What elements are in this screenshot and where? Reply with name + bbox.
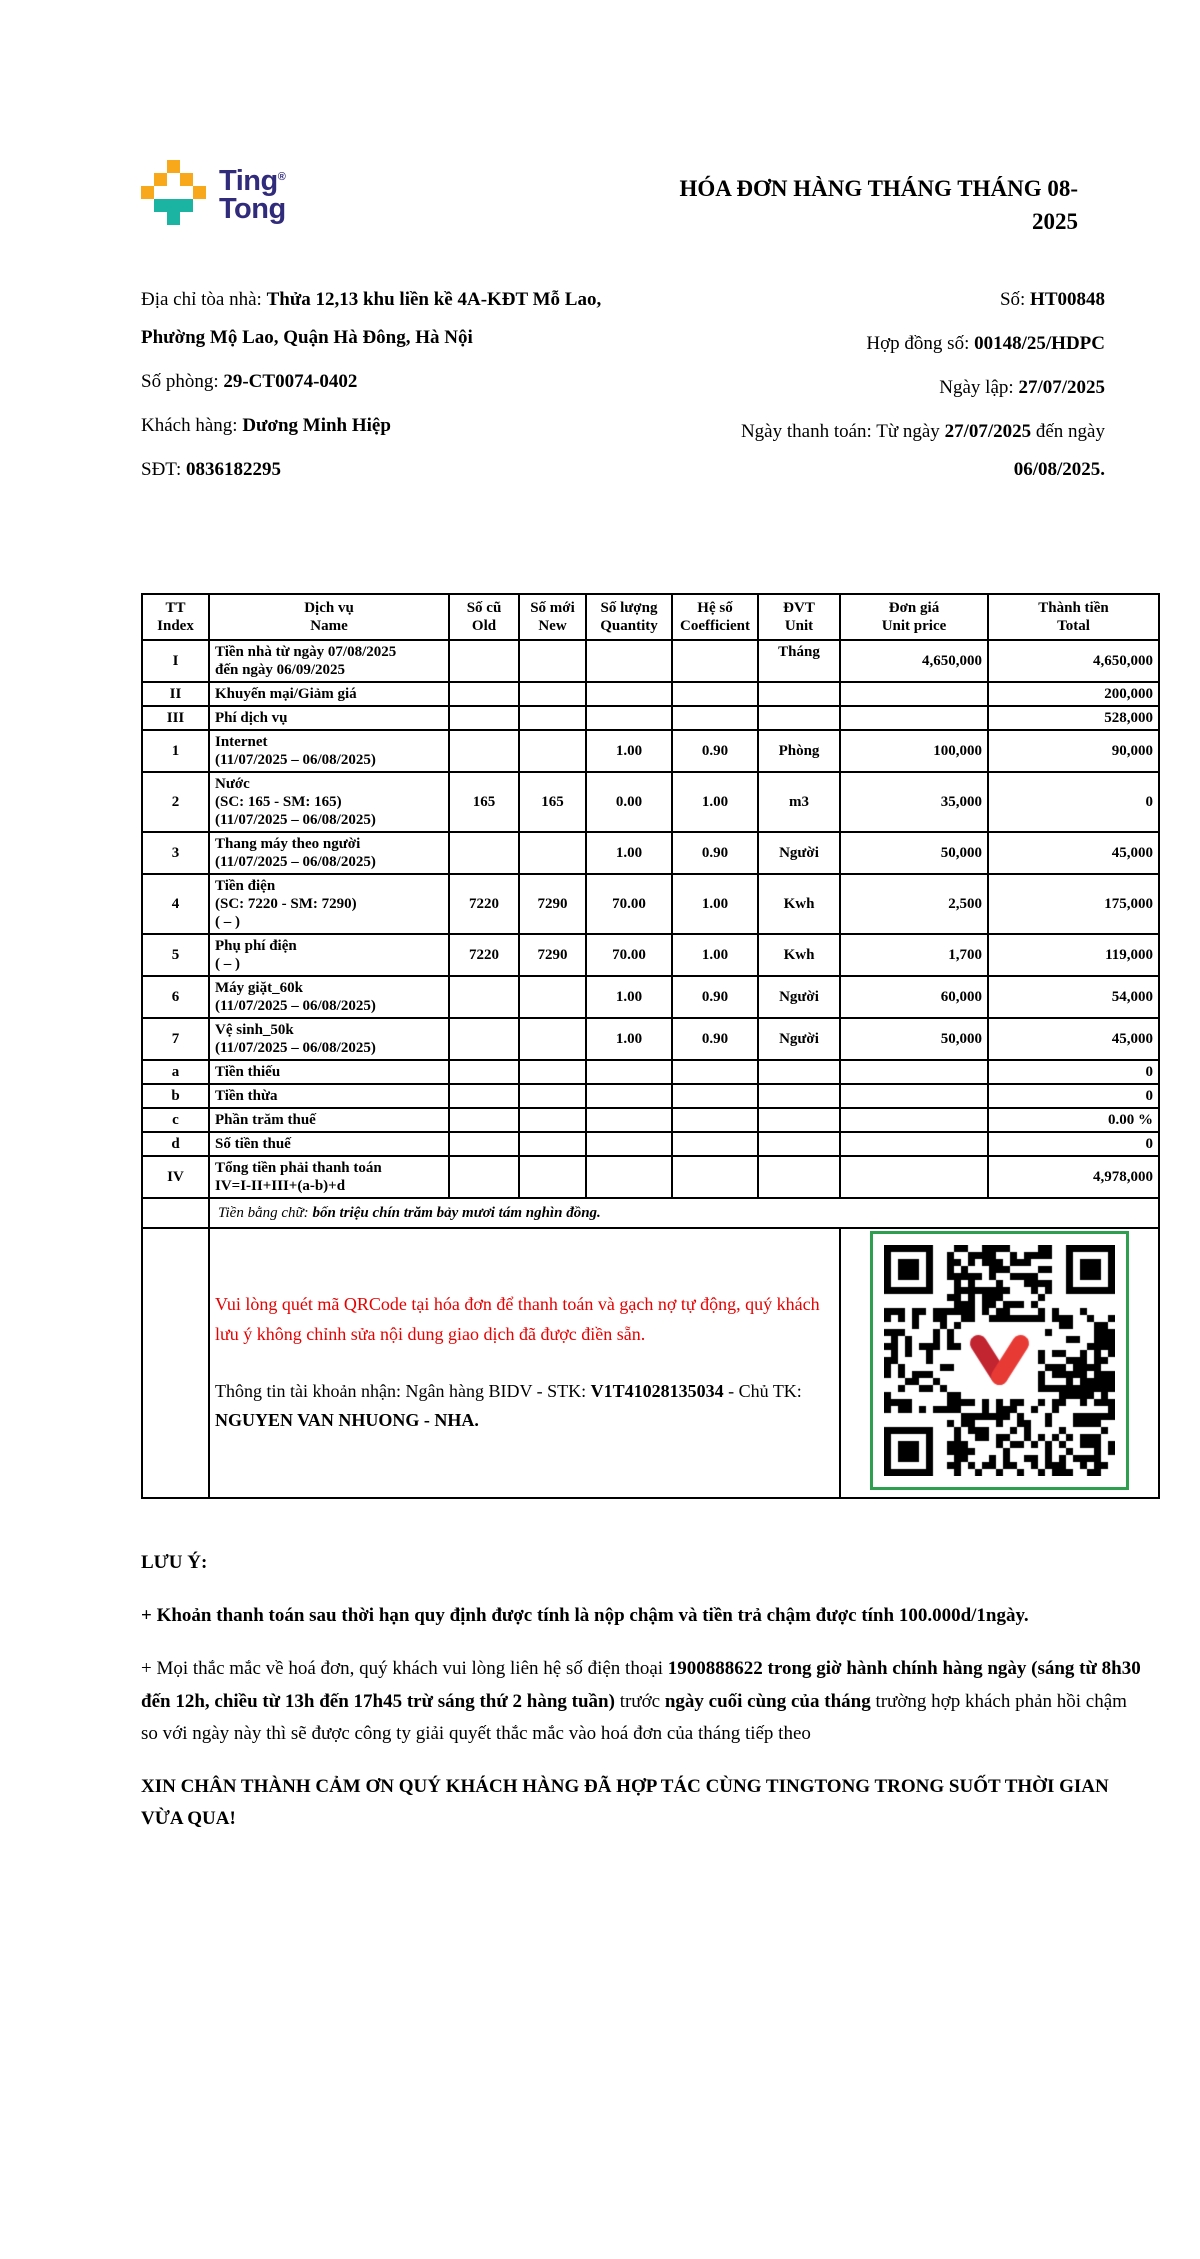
coefficient-cell: [672, 1108, 758, 1132]
unit-cell: Tháng: [758, 640, 840, 682]
bank-account-info: Thông tin tài khoản nhận: Ngân hàng BIDV - STK: V1T41028135034 - Chủ TK: NGUYEN VAN NHUONG - NHA.: [215, 1380, 802, 1430]
row-index-cell: a: [142, 1060, 209, 1084]
table-row-1: [142, 730, 1159, 772]
quantity-cell: 1.00: [586, 832, 672, 874]
new-reading-cell: [519, 976, 586, 1018]
column-header-name: Dịch vụ Name: [209, 594, 449, 640]
service-name-cell: Phụ phí điện ( – ): [209, 934, 449, 976]
coefficient-cell: [672, 706, 758, 730]
table-row-c: [142, 1108, 1159, 1132]
service-name-cell: Nước (SC: 165 - SM: 165) (11/07/2025 – 06/08/2025): [209, 772, 449, 832]
amount-in-words-value: bốn triệu chín trăm bảy mươi tám nghìn đồng.: [312, 1204, 601, 1221]
new-reading-cell: [519, 1132, 586, 1156]
page-title: HÓA ĐƠN HÀNG THÁNG THÁNG 08-2025: [679, 176, 1078, 235]
old-reading-cell: 165: [449, 772, 519, 832]
unit-price-cell: 100,000: [840, 730, 988, 772]
service-name-cell: Khuyến mại/Giảm giá: [209, 682, 449, 706]
service-name-cell: Tiền điện (SC: 7220 - SM: 7290) ( – ): [209, 874, 449, 934]
coefficient-cell: [672, 1132, 758, 1156]
quantity-cell: 1.00: [586, 1018, 672, 1060]
amount-in-words-label: Tiền bằng chữ:: [218, 1204, 313, 1221]
total-cell: 175,000: [988, 874, 1159, 934]
unit-cell: [758, 1108, 840, 1132]
unit-cell: Kwh: [758, 934, 840, 976]
invoice-number-line: Số: HT00848: [999, 288, 1105, 310]
brand-name-line2: Tong: [219, 192, 286, 225]
unit-price-cell: 50,000: [840, 1018, 988, 1060]
table-row-IV: [142, 1156, 1159, 1198]
quantity-cell: 1.00: [586, 976, 672, 1018]
old-reading-cell: [449, 1018, 519, 1060]
unit-cell: [758, 1156, 840, 1198]
service-name-cell: Internet (11/07/2025 – 06/08/2025): [209, 730, 449, 772]
service-name-cell: Phần trăm thuế: [209, 1108, 449, 1132]
payment-instructions-cell: [209, 1228, 840, 1498]
invoice-table: [141, 593, 1160, 1499]
row-index-cell: c: [142, 1108, 209, 1132]
column-header-old: Số cũ Old: [449, 594, 519, 640]
brand-logo: [141, 160, 286, 225]
qr-code-canvas: [884, 1245, 1115, 1476]
brand-name-line1: Ting: [219, 165, 278, 197]
row-index-cell: 5: [142, 934, 209, 976]
total-cell: 0: [988, 1060, 1159, 1084]
service-name-cell: Số tiền thuế: [209, 1132, 449, 1156]
table-row-a: [142, 1060, 1159, 1084]
old-reading-cell: [449, 976, 519, 1018]
quantity-cell: [586, 706, 672, 730]
new-reading-cell: 165: [519, 772, 586, 832]
registered-trademark: ®: [277, 171, 286, 183]
total-cell: 119,000: [988, 934, 1159, 976]
invoice-info-right: [660, 281, 1105, 495]
new-reading-cell: [519, 1060, 586, 1084]
unit-price-cell: [840, 1108, 988, 1132]
old-reading-cell: [449, 1132, 519, 1156]
table-row-5: [142, 934, 1159, 976]
total-cell: 0: [988, 1084, 1159, 1108]
coefficient-cell: 0.90: [672, 832, 758, 874]
row-index-cell: 6: [142, 976, 209, 1018]
total-cell: 200,000: [988, 682, 1159, 706]
row-index-cell: I: [142, 640, 209, 682]
quantity-cell: [586, 640, 672, 682]
column-header-unit-price: Đơn giá Unit price: [840, 594, 988, 640]
unit-cell: [758, 706, 840, 730]
new-reading-cell: [519, 640, 586, 682]
unit-price-cell: [840, 1156, 988, 1198]
unit-price-cell: [840, 1060, 988, 1084]
quantity-cell: 70.00: [586, 874, 672, 934]
total-cell: 528,000: [988, 706, 1159, 730]
total-cell: 90,000: [988, 730, 1159, 772]
qr-note-text: Vui lòng quét mã QRCode tại hóa đơn để thanh toán và gạch nợ tự động, quý khách lưu ý không chỉnh sửa nội dung giao dịch đã được điền sẵn.: [215, 1294, 820, 1344]
notes-section: [141, 1547, 1141, 1836]
amount-in-words-row: [142, 1198, 1159, 1228]
table-row-b: [142, 1084, 1159, 1108]
coefficient-cell: 1.00: [672, 934, 758, 976]
unit-cell: Người: [758, 976, 840, 1018]
room-number-line: Số phòng: 29-CT0074-0402: [141, 370, 358, 392]
total-cell: 0.00 %: [988, 1108, 1159, 1132]
column-header-coefficient: Hệ số Coefficient: [672, 594, 758, 640]
quantity-cell: 70.00: [586, 934, 672, 976]
quantity-cell: 1.00: [586, 730, 672, 772]
quantity-cell: [586, 1108, 672, 1132]
quantity-cell: [586, 1132, 672, 1156]
column-header-unit: ĐVT Unit: [758, 594, 840, 640]
service-name-cell: Máy giặt_60k (11/07/2025 – 06/08/2025): [209, 976, 449, 1018]
unit-price-cell: [840, 706, 988, 730]
new-reading-cell: [519, 682, 586, 706]
unit-price-cell: 2,500: [840, 874, 988, 934]
unit-cell: [758, 1060, 840, 1084]
new-reading-cell: [519, 832, 586, 874]
old-reading-cell: [449, 832, 519, 874]
old-reading-cell: [449, 1060, 519, 1084]
empty-index-cell: [142, 1228, 209, 1498]
unit-cell: [758, 1132, 840, 1156]
coefficient-cell: [672, 640, 758, 682]
old-reading-cell: [449, 706, 519, 730]
unit-cell: Người: [758, 832, 840, 874]
row-index-cell: d: [142, 1132, 209, 1156]
unit-cell: m3: [758, 772, 840, 832]
row-index-cell: III: [142, 706, 209, 730]
old-reading-cell: [449, 682, 519, 706]
service-name-cell: Tiền thiếu: [209, 1060, 449, 1084]
tingtong-logo-icon: [141, 160, 206, 225]
table-row-6: [142, 976, 1159, 1018]
table-row-d: [142, 1132, 1159, 1156]
table-row-II: [142, 682, 1159, 706]
note-contact-info: + Mọi thắc mắc về hoá đơn, quý khách vui lòng liên hệ số điện thoại 1900888622 trong giờ hành chính hàng ngày (sáng từ 8h30 đến 12h, chiều từ 13h đến 17h45 trừ sáng thứ 2 hàng tuần) trước ngày cuối cùng của tháng trường hợp khách phản hồi chậm so với ngày này thì sẽ được công ty giải quyết thắc mắc vào hoá đơn của tháng tiếp theo: [141, 1658, 1141, 1744]
total-cell: 4,978,000: [988, 1156, 1159, 1198]
thanks-message: XIN CHÂN THÀNH CẢM ƠN QUÝ KHÁCH HÀNG ĐÃ HỢP TÁC CÙNG TINGTONG TRONG SUỐT THỜI GIAN VỪA QUA!: [141, 1776, 1109, 1830]
total-cell: 0: [988, 1132, 1159, 1156]
row-index-cell: 3: [142, 832, 209, 874]
column-header-index: TT Index: [142, 594, 209, 640]
coefficient-cell: [672, 682, 758, 706]
old-reading-cell: [449, 640, 519, 682]
unit-cell: Người: [758, 1018, 840, 1060]
new-reading-cell: [519, 1084, 586, 1108]
note-late-payment: + Khoản thanh toán sau thời hạn quy định được tính là nộp chậm và tiền trả chậm được tính 100.000d/1ngày.: [141, 1604, 1029, 1626]
unit-cell: [758, 1084, 840, 1108]
service-name-cell: Tiền nhà từ ngày 07/08/2025 đến ngày 06/09/2025: [209, 640, 449, 682]
customer-name-line: Khách hàng: Dương Minh Hiệp: [141, 414, 391, 436]
quantity-cell: [586, 1156, 672, 1198]
new-reading-cell: [519, 1156, 586, 1198]
invoice-info-left: [141, 281, 660, 495]
service-name-cell: Tổng tiền phải thanh toán IV=I-II+III+(a-b)+d: [209, 1156, 449, 1198]
phone-number-line: SĐT: 0836182295: [141, 458, 281, 480]
contract-number-line: Hợp đồng số: 00148/25/HDPC: [866, 332, 1105, 354]
payment-period-line: Ngày thanh toán: Từ ngày 27/07/2025 đến ngày 06/08/2025.: [740, 420, 1105, 480]
table-row-3: [142, 832, 1159, 874]
payment-qr-row: [142, 1228, 1159, 1498]
new-reading-cell: 7290: [519, 874, 586, 934]
table-header-row: [142, 594, 1159, 640]
quantity-cell: [586, 682, 672, 706]
total-cell: 45,000: [988, 1018, 1159, 1060]
old-reading-cell: [449, 1108, 519, 1132]
new-reading-cell: [519, 1018, 586, 1060]
service-name-cell: Thang máy theo người (11/07/2025 – 06/08/2025): [209, 832, 449, 874]
column-header-total: Thành tiền Total: [988, 594, 1159, 640]
building-address-line: Địa chỉ tòa nhà: Thửa 12,13 khu liền kề 4A-KĐT Mỗ Lao, Phường Mộ Lao, Quận Hà Đông, Hà Nội: [141, 288, 602, 348]
invoice-info: [141, 281, 1158, 495]
brand-wordmark: [219, 165, 286, 225]
coefficient-cell: 1.00: [672, 874, 758, 934]
column-header-new: Số mới New: [519, 594, 586, 640]
table-row-4: [142, 874, 1159, 934]
service-name-cell: Phí dịch vụ: [209, 706, 449, 730]
quantity-cell: [586, 1084, 672, 1108]
row-index-cell: 2: [142, 772, 209, 832]
total-cell: 4,650,000: [988, 640, 1159, 682]
coefficient-cell: 0.90: [672, 730, 758, 772]
row-index-cell: 4: [142, 874, 209, 934]
unit-price-cell: 50,000: [840, 832, 988, 874]
new-reading-cell: 7290: [519, 934, 586, 976]
invoice-table-head: [142, 594, 1159, 640]
issue-date-line: Ngày lập: 27/07/2025: [939, 376, 1105, 398]
row-index-cell: 1: [142, 730, 209, 772]
coefficient-cell: 0.90: [672, 976, 758, 1018]
old-reading-cell: 7220: [449, 874, 519, 934]
service-name-cell: Vệ sinh_50k (11/07/2025 – 06/08/2025): [209, 1018, 449, 1060]
table-row-III: [142, 706, 1159, 730]
coefficient-cell: [672, 1084, 758, 1108]
coefficient-cell: [672, 1060, 758, 1084]
row-index-cell: IV: [142, 1156, 209, 1198]
invoice-table-body: [142, 640, 1159, 1198]
unit-cell: Phòng: [758, 730, 840, 772]
total-cell: 0: [988, 772, 1159, 832]
table-row-2: [142, 772, 1159, 832]
new-reading-cell: [519, 1108, 586, 1132]
new-reading-cell: [519, 730, 586, 772]
old-reading-cell: [449, 1156, 519, 1198]
unit-price-cell: 35,000: [840, 772, 988, 832]
coefficient-cell: 1.00: [672, 772, 758, 832]
unit-cell: Kwh: [758, 874, 840, 934]
table-row-I: [142, 640, 1159, 682]
qr-code-cell: [840, 1228, 1159, 1498]
empty-index-cell: [142, 1198, 209, 1228]
doc-header: [141, 160, 1158, 239]
service-name-cell: Tiền thừa: [209, 1084, 449, 1108]
qr-code-frame: [870, 1231, 1129, 1490]
amount-in-words-cell: [209, 1198, 1159, 1228]
row-index-cell: 7: [142, 1018, 209, 1060]
coefficient-cell: [672, 1156, 758, 1198]
column-header-quantity: Số lượng Quantity: [586, 594, 672, 640]
coefficient-cell: 0.90: [672, 1018, 758, 1060]
unit-price-cell: [840, 1132, 988, 1156]
quantity-cell: [586, 1060, 672, 1084]
table-row-7: [142, 1018, 1159, 1060]
unit-price-cell: 4,650,000: [840, 640, 988, 682]
total-cell: 54,000: [988, 976, 1159, 1018]
unit-price-cell: 60,000: [840, 976, 988, 1018]
new-reading-cell: [519, 706, 586, 730]
row-index-cell: b: [142, 1084, 209, 1108]
unit-price-cell: [840, 1084, 988, 1108]
row-index-cell: II: [142, 682, 209, 706]
quantity-cell: 0.00: [586, 772, 672, 832]
old-reading-cell: 7220: [449, 934, 519, 976]
total-cell: 45,000: [988, 832, 1159, 874]
unit-price-cell: [840, 682, 988, 706]
notes-heading: LƯU Ý:: [141, 1551, 208, 1573]
unit-price-cell: 1,700: [840, 934, 988, 976]
unit-cell: [758, 682, 840, 706]
old-reading-cell: [449, 730, 519, 772]
old-reading-cell: [449, 1084, 519, 1108]
